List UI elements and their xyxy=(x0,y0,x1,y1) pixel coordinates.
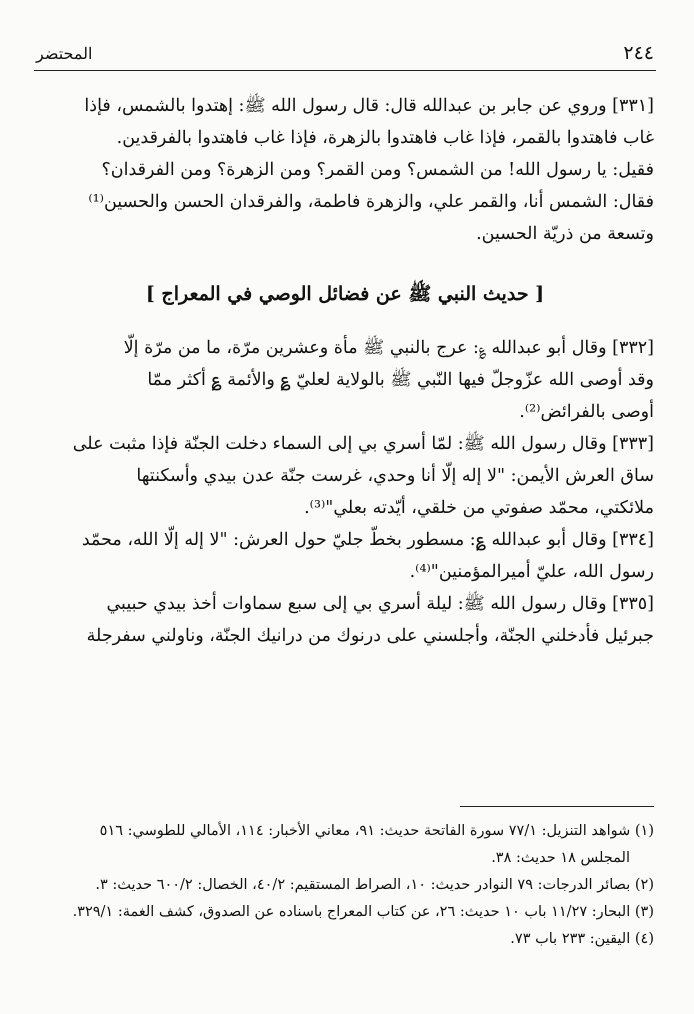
hadith-333-line-3: ملائكتي، محمّد صفوتي من خلقي، أيّدته بعلي"⁽³⁾. xyxy=(304,498,654,518)
hadith-331-line-1: [٣٣١] وروي عن جابر بن عبدالله قال: قال رسول الله ﷺ: إهتدوا بالشمس، فإذا xyxy=(84,96,654,116)
hadith-335-line-2: جبرئيل فأدخلني الجنّة، وأجلسني على درنوك من درانيك الجنّة، وناولني سفرجلة xyxy=(86,626,654,646)
hadith-332-line-3: أوصى بالفرائض⁽²⁾. xyxy=(519,402,654,422)
footnotes xyxy=(36,818,654,953)
question-paragraph: فقيل: يا رسول الله! من الشمس؟ ومن القمر؟ ومن الزهرة؟ ومن الفرقدان؟ xyxy=(101,160,654,180)
footnote-divider xyxy=(460,806,654,807)
footnote-3: (٣) البحار: ١١/٢٧ باب ١٠ حديث: ٢٦، عن كتاب المعراج باسناده عن الصدوق، كشف الغمة: ٣٢٩/١. xyxy=(72,904,654,920)
running-header xyxy=(34,40,656,71)
footnote-1-line-2: المجلس ١٨ حديث: ٣٨. xyxy=(491,850,630,866)
footnote-4: (٤) اليقين: ٢٣٣ باب ٧٣. xyxy=(510,931,654,947)
answer-line-2: وتسعة من ذريّة الحسين. xyxy=(476,224,654,244)
hadith-331-line-2: غاب فاهتدوا بالقمر، فإذا غاب فاهتدوا بالزهرة، فإذا غاب فاهتدوا بالفرقدين. xyxy=(116,128,654,148)
hadith-332-line-1: [٣٣٢] وقال أبو عبدالله ؏: عرج بالنبي ﷺ مأة وعشرين مرّة، ما من مرّة إلّا xyxy=(123,338,654,358)
hadith-332-line-2: وقد أوصى الله عزّوجلّ فيها النّبي ﷺ بالولاية لعليّ ؏ والأئمة ؏ أكثر ممّا xyxy=(147,370,654,390)
section-heading: [ حديث النبي ﷺ عن فضائل الوصي في المعراج ] xyxy=(145,283,545,305)
hadith-334-line-1: [٣٣٤] وقال أبو عبدالله ؏: مسطور بخطّ جليّ حول العرش: "لا إله إلّا الله، محمّد xyxy=(81,530,654,550)
footnote-2: (٢) بصائر الدرجات: ٧٩ النوادر حديث: ١٠، الصراط المستقيم: ٤٠/٢، الخصال: ٦٠٠/٢ حديث: ٣. xyxy=(95,877,654,893)
page-number: ٢٤٤ xyxy=(623,42,654,64)
hadith-333-line-2: ساق العرش الأيمن: "لا إله إلّا أنا وحدي، غرست جنّة عدن بيدي وأسكنتها xyxy=(136,466,654,486)
footnote-1-line-1: (١) شواهد التنزيل: ٧٧/١ سورة الفاتحة حديث: ٩١، معاني الأخبار: ١١٤، الأمالي للطوسي: ٥١٦ xyxy=(99,823,654,839)
main-text xyxy=(36,90,654,652)
hadith-335-line-1: [٣٣٥] وقال رسول الله ﷺ: ليلة أسري بي إلى سبع سماوات أخذ بيدي حبيبي xyxy=(106,594,654,614)
hadith-334-line-2: رسول الله، عليّ أميرالمؤمنين"⁽⁴⁾. xyxy=(409,562,654,582)
hadith-333-line-1: [٣٣٣] وقال رسول الله ﷺ: لمّا أسري بي إلى السماء دخلت الجنّة فإذا مثبت على xyxy=(72,434,654,454)
answer-line-1: فقال: الشمس أنا، والقمر علي، والزهرة فاطمة، والفرقدان الحسن والحسين⁽¹⁾ xyxy=(88,192,654,212)
book-title: المحتضر xyxy=(36,44,93,63)
